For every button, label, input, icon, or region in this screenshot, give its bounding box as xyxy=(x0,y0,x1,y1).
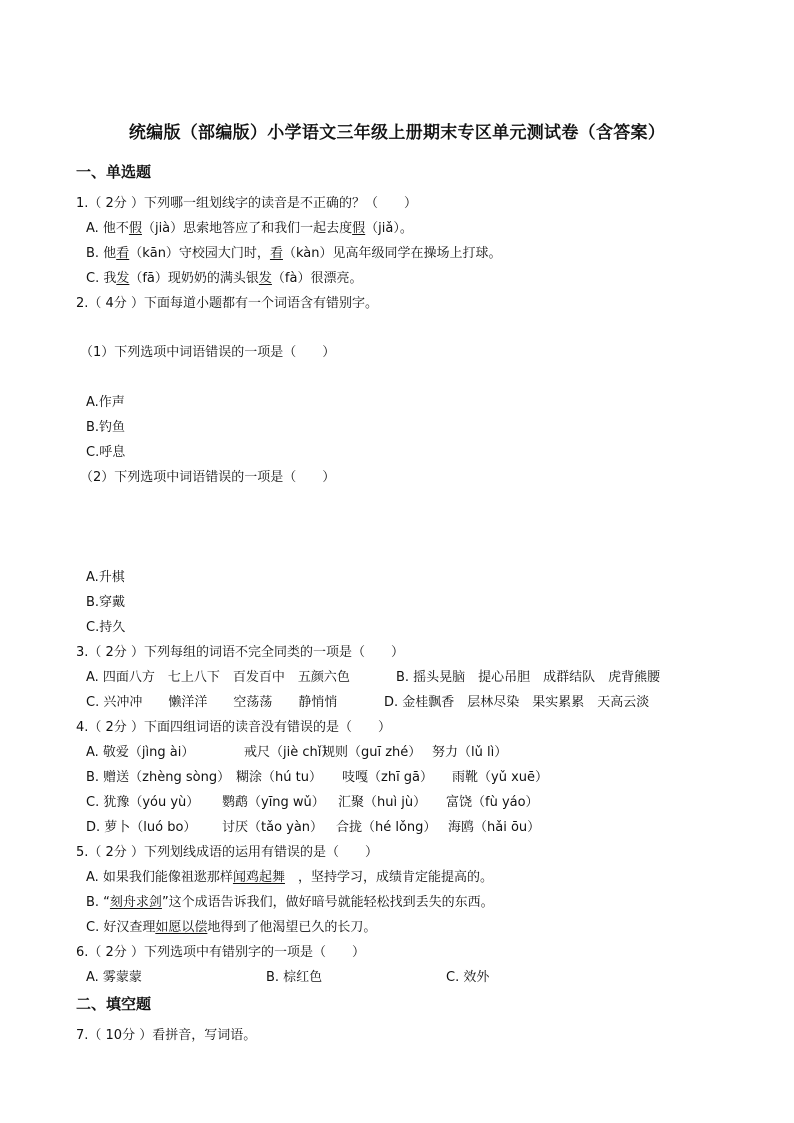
underlined-idiom: 刻舟求剑 xyxy=(109,895,162,910)
underlined-char: 假 xyxy=(128,221,142,236)
question-2-sub-1-option-a: A.作声 xyxy=(86,395,125,410)
question-1-option-b: B. 他看（kān）守校园大门时，看（kàn）见高年级同学在操场上打球。 xyxy=(86,246,502,261)
question-3-option-d: D. 金桂飘香 层林尽染 果实累累 天高云淡 xyxy=(384,695,650,710)
question-2-sub-1-option-c: C.呼息 xyxy=(86,445,126,460)
question-5-option-c: C. 好汉查理如愿以偿地得到了他渴望已久的长刀。 xyxy=(86,920,377,935)
question-6-option-b: B. 棕红色 xyxy=(266,970,323,985)
underlined-char: 看 xyxy=(269,246,283,261)
question-1-option-a: A. 他不假（jià）思索地答应了和我们一起去度假（jiǎ）。 xyxy=(86,221,413,236)
question-5-option-a: A. 如果我们能像祖逖那样闻鸡起舞 ，坚持学习，成绩肯定能提高的。 xyxy=(86,870,493,885)
exam-title: 统编版（部编版）小学语文三年级上册期末专区单元测试卷（含答案） xyxy=(128,123,666,143)
question-2-sub-2-option-c: C.持久 xyxy=(86,620,126,635)
question-6-stem: 6.（ 2分 ）下列选项中有错别字的一项是（ ） xyxy=(76,945,365,960)
section-heading-single-choice: 一、单选题 xyxy=(76,163,152,181)
underlined-idiom: 如愿以偿 xyxy=(155,920,208,935)
question-2-sub-1-option-b: B.钓鱼 xyxy=(86,420,126,435)
question-1-option-c: C. 我发（fā）现奶奶的满头银发（fà）很漂亮。 xyxy=(86,271,363,286)
question-5-option-b: B. “刻舟求剑”这个成语告诉我们，做好暗号就能轻松找到丢失的东西。 xyxy=(86,895,494,910)
section-heading-fill-in: 二、填空题 xyxy=(76,995,152,1013)
question-1-stem: 1.（ 2分 ）下列哪一组划线字的读音是不正确的？（ ） xyxy=(76,196,417,211)
question-3-stem: 3.（ 2分 ）下列每组的词语不完全同类的一项是（ ） xyxy=(76,645,404,660)
question-7-stem: 7.（ 10分 ）看拼音，写词语。 xyxy=(76,1028,257,1043)
question-2-sub-2: （2）下列选项中词语错误的一项是（ ） xyxy=(80,470,336,485)
underlined-char: 看 xyxy=(116,246,130,261)
question-4-option-d: D. 萝卜（luó bo） 讨厌（tǎo yàn） 合拢（hé lǒng） 海鸥（hǎi ōu） xyxy=(86,820,541,835)
question-6-option-a: A. 雾蒙蒙 xyxy=(86,970,142,985)
question-3-option-b: B. 摇头晃脑 提心吊胆 成群结队 虎背熊腰 xyxy=(396,670,661,685)
question-4-option-a: A. 敬爱（jìng ài） 戒尺（jiè chǐ） 规则（guī zhé） 努力（lǔ lì） xyxy=(86,745,508,760)
question-2-stem: 2.（ 4分 ）下面每道小题都有一个词语含有错别字。 xyxy=(76,296,378,311)
question-3-option-a: A. 四面八方 七上八下 百发百中 五颜六色 xyxy=(86,670,350,685)
underlined-char: 发 xyxy=(258,271,272,286)
question-2-sub-2-option-b: B.穿戴 xyxy=(86,595,126,610)
question-3-option-c: C. 兴冲冲 懒洋洋 空荡荡 静悄悄 xyxy=(86,695,338,710)
underlined-char: 发 xyxy=(116,271,130,286)
question-4-option-c: C. 犹豫（yóu yù） 鹦鹉（yīng wǔ） 汇聚（huì jù） 富饶（fù yáo） xyxy=(86,795,539,810)
question-6-option-c: C. 效外 xyxy=(446,970,490,985)
question-2-sub-2-option-a: A.升棋 xyxy=(86,570,125,585)
underlined-char: 假 xyxy=(352,221,366,236)
question-2-sub-1: （1）下列选项中词语错误的一项是（ ） xyxy=(80,345,336,360)
underlined-idiom: 闻鸡起舞 xyxy=(232,870,285,885)
question-4-stem: 4.（ 2分 ）下面四组词语的读音没有错误的是（ ） xyxy=(76,720,391,735)
question-4-option-b: B. 赠送（zhèng sòng） 糊涂（hú tu） 吱嘎（zhī gā） 雨靴（yǔ xuē） xyxy=(86,770,548,785)
question-5-stem: 5.（ 2分 ）下列划线成语的运用有错误的是（ ） xyxy=(76,845,378,860)
